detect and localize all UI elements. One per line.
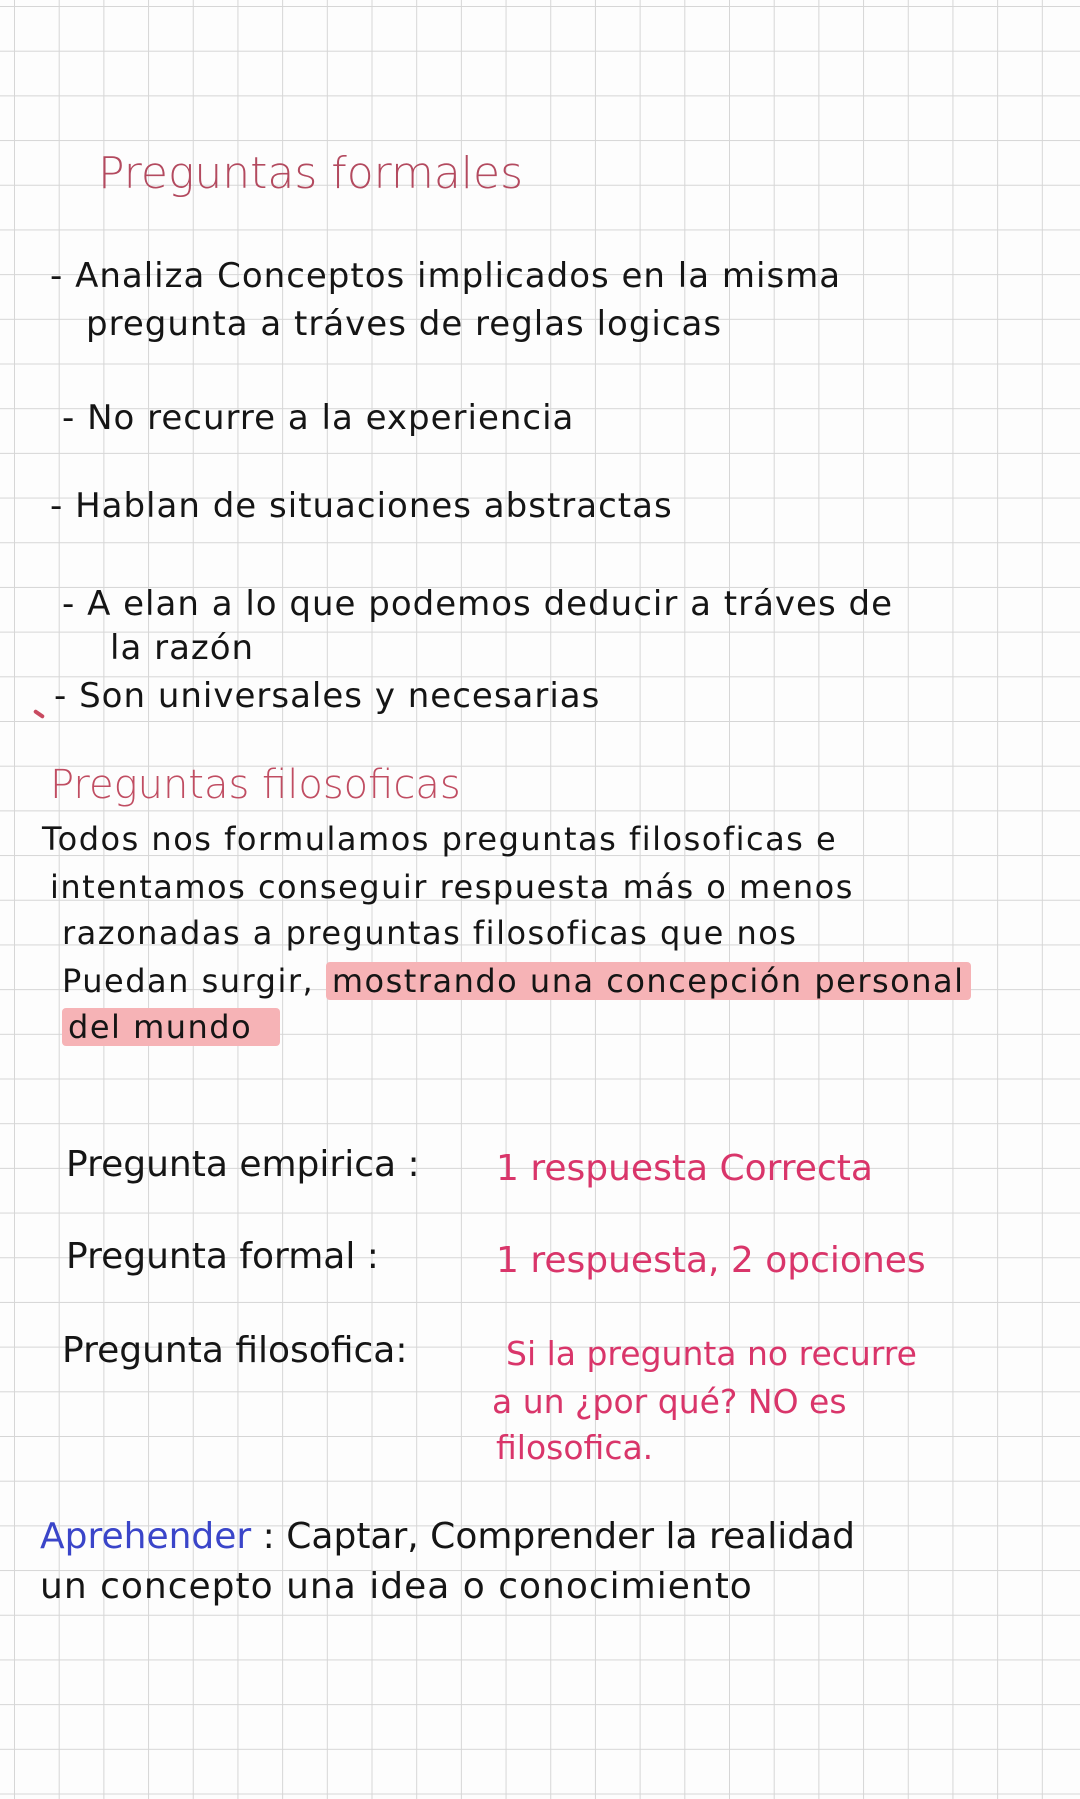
tipo-formal-label: Pregunta formal : bbox=[66, 1236, 379, 1277]
paragraph-line-4-start: Puedan surgir, bbox=[62, 962, 315, 1000]
highlighted-text: mostrando una concepción personal bbox=[326, 962, 971, 1000]
tipo-empirica-answer: 1 respuesta Correcta bbox=[496, 1148, 873, 1189]
bullet-line-2: - No recurre a la experiencia bbox=[62, 398, 575, 438]
tipo-empirica-label: Pregunta empirica : bbox=[66, 1144, 420, 1185]
bullet-line-4-cont: la razón bbox=[110, 628, 255, 668]
definition-term: Aprehender bbox=[40, 1516, 252, 1557]
section-title-formales: Preguntas formales bbox=[98, 148, 524, 199]
definition-separator: : bbox=[262, 1516, 275, 1557]
definition-line-1 bbox=[40, 1516, 855, 1557]
paragraph-line-1: Todos nos formulamos preguntas filosoficas e bbox=[42, 820, 838, 858]
definition-text-1: Captar, Comprender la realidad bbox=[286, 1516, 855, 1557]
bullet-line-1-cont: pregunta a tráves de reglas logicas bbox=[86, 304, 723, 344]
bullet-line-1: - Analiza Conceptos implicados en la misma bbox=[50, 256, 842, 296]
section-title-filosoficas: Preguntas filosoficas bbox=[50, 762, 461, 808]
pen-mark bbox=[33, 709, 45, 719]
bullet-line-5: - Son universales y necesarias bbox=[54, 676, 601, 716]
tipo-filosofica-label: Pregunta filosofica: bbox=[62, 1330, 408, 1371]
paragraph-line-5 bbox=[62, 1008, 280, 1046]
bullet-line-4: - A elan a lo que podemos deducir a tráves de bbox=[62, 584, 893, 624]
tipo-formal-answer: 1 respuesta, 2 opciones bbox=[496, 1240, 926, 1281]
paragraph-line-4 bbox=[62, 962, 971, 1000]
tipo-filosofica-answer-1: Si la pregunta no recurre bbox=[506, 1334, 917, 1373]
tipo-filosofica-answer-3: filosofica. bbox=[496, 1428, 654, 1467]
definition-line-2: un concepto una idea o conocimiento bbox=[40, 1566, 753, 1607]
tipo-filosofica-answer-2: a un ¿por qué? NO es bbox=[492, 1382, 847, 1421]
bullet-line-3: - Hablan de situaciones abstractas bbox=[50, 486, 673, 526]
paragraph-line-2: intentamos conseguir respuesta más o menos bbox=[50, 868, 854, 906]
highlighted-text-cont: del mundo bbox=[62, 1008, 280, 1046]
paragraph-line-3: razonadas a preguntas filosoficas que nos bbox=[62, 914, 798, 952]
